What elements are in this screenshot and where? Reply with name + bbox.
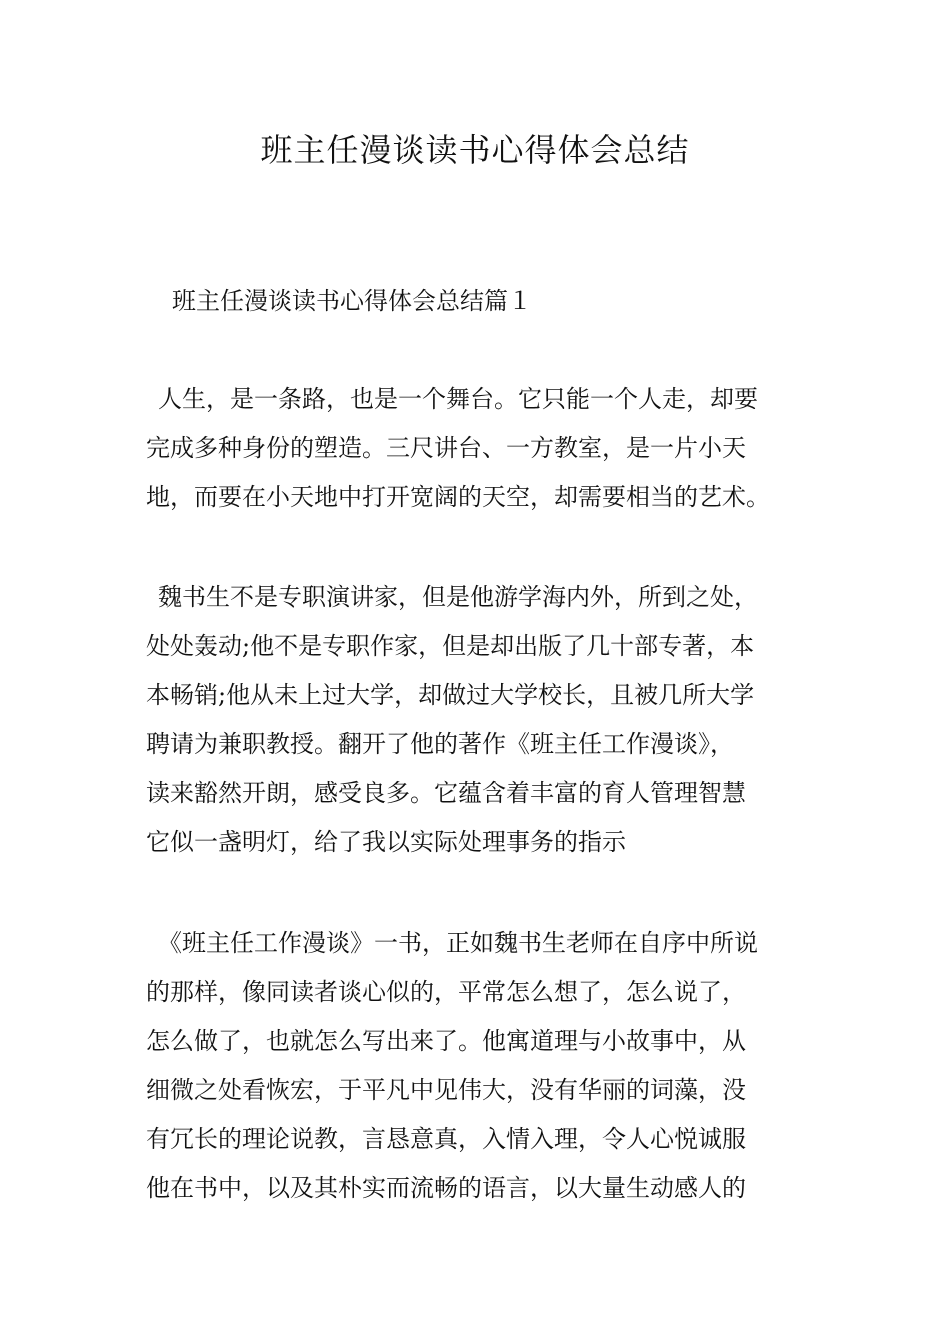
paragraph-2 — [146, 573, 806, 867]
paragraph-3 — [146, 919, 806, 1213]
paragraph-line: 细微之处看恢宏，于平凡中见伟大，没有华丽的词藻，没 — [146, 1076, 746, 1104]
paragraph-line: 他在书中，以及其朴实而流畅的语言，以大量生动感人的 — [146, 1174, 746, 1202]
paragraph-line: 聘请为兼职教授。翻开了他的著作《班主任工作漫谈》， — [146, 730, 734, 758]
paragraph-line: 它似一盏明灯，给了我以实际处理事务的指示 — [146, 828, 626, 856]
paragraph-line: 有冗长的理论说教，言恳意真，入情入理，令人心悦诚服 — [146, 1125, 746, 1153]
paragraph-line: 处处轰动;他不是专职作家，但是却出版了几十部专著，本 — [146, 632, 755, 660]
paragraph-line: 本畅销;他从未上过大学，却做过大学校长，且被几所大学 — [146, 681, 755, 709]
paragraph-1 — [146, 375, 806, 522]
paragraph-line: 怎么做了，也就怎么写出来了。他寓道理与小故事中，从 — [146, 1027, 746, 1055]
paragraph-line: 读来豁然开朗，感受良多。它蕴含着丰富的育人管理智慧 — [146, 779, 746, 807]
paragraph-line: 地，而要在小天地中打开宽阔的天空，却需要相当的艺术。 — [146, 483, 770, 511]
paragraph-line: 的那样，像同读者谈心似的，平常怎么想了，怎么说了， — [146, 978, 746, 1006]
paragraph-line: 完成多种身份的塑造。三尺讲台、一方教室，是一片小天 — [146, 434, 746, 462]
document-title: 班主任漫谈读书心得体会总结 — [260, 131, 690, 169]
paragraph-line: 《班主任工作漫谈》一书，正如魏书生老师在自序中所说 — [158, 929, 758, 957]
section-heading: 班主任漫谈读书心得体会总结篇１ — [172, 287, 532, 315]
paragraph-line: 魏书生不是专职演讲家，但是他游学海内外，所到之处， — [158, 583, 758, 611]
paragraph-line: 人生，是一条路，也是一个舞台。它只能一个人走，却要 — [158, 385, 758, 413]
